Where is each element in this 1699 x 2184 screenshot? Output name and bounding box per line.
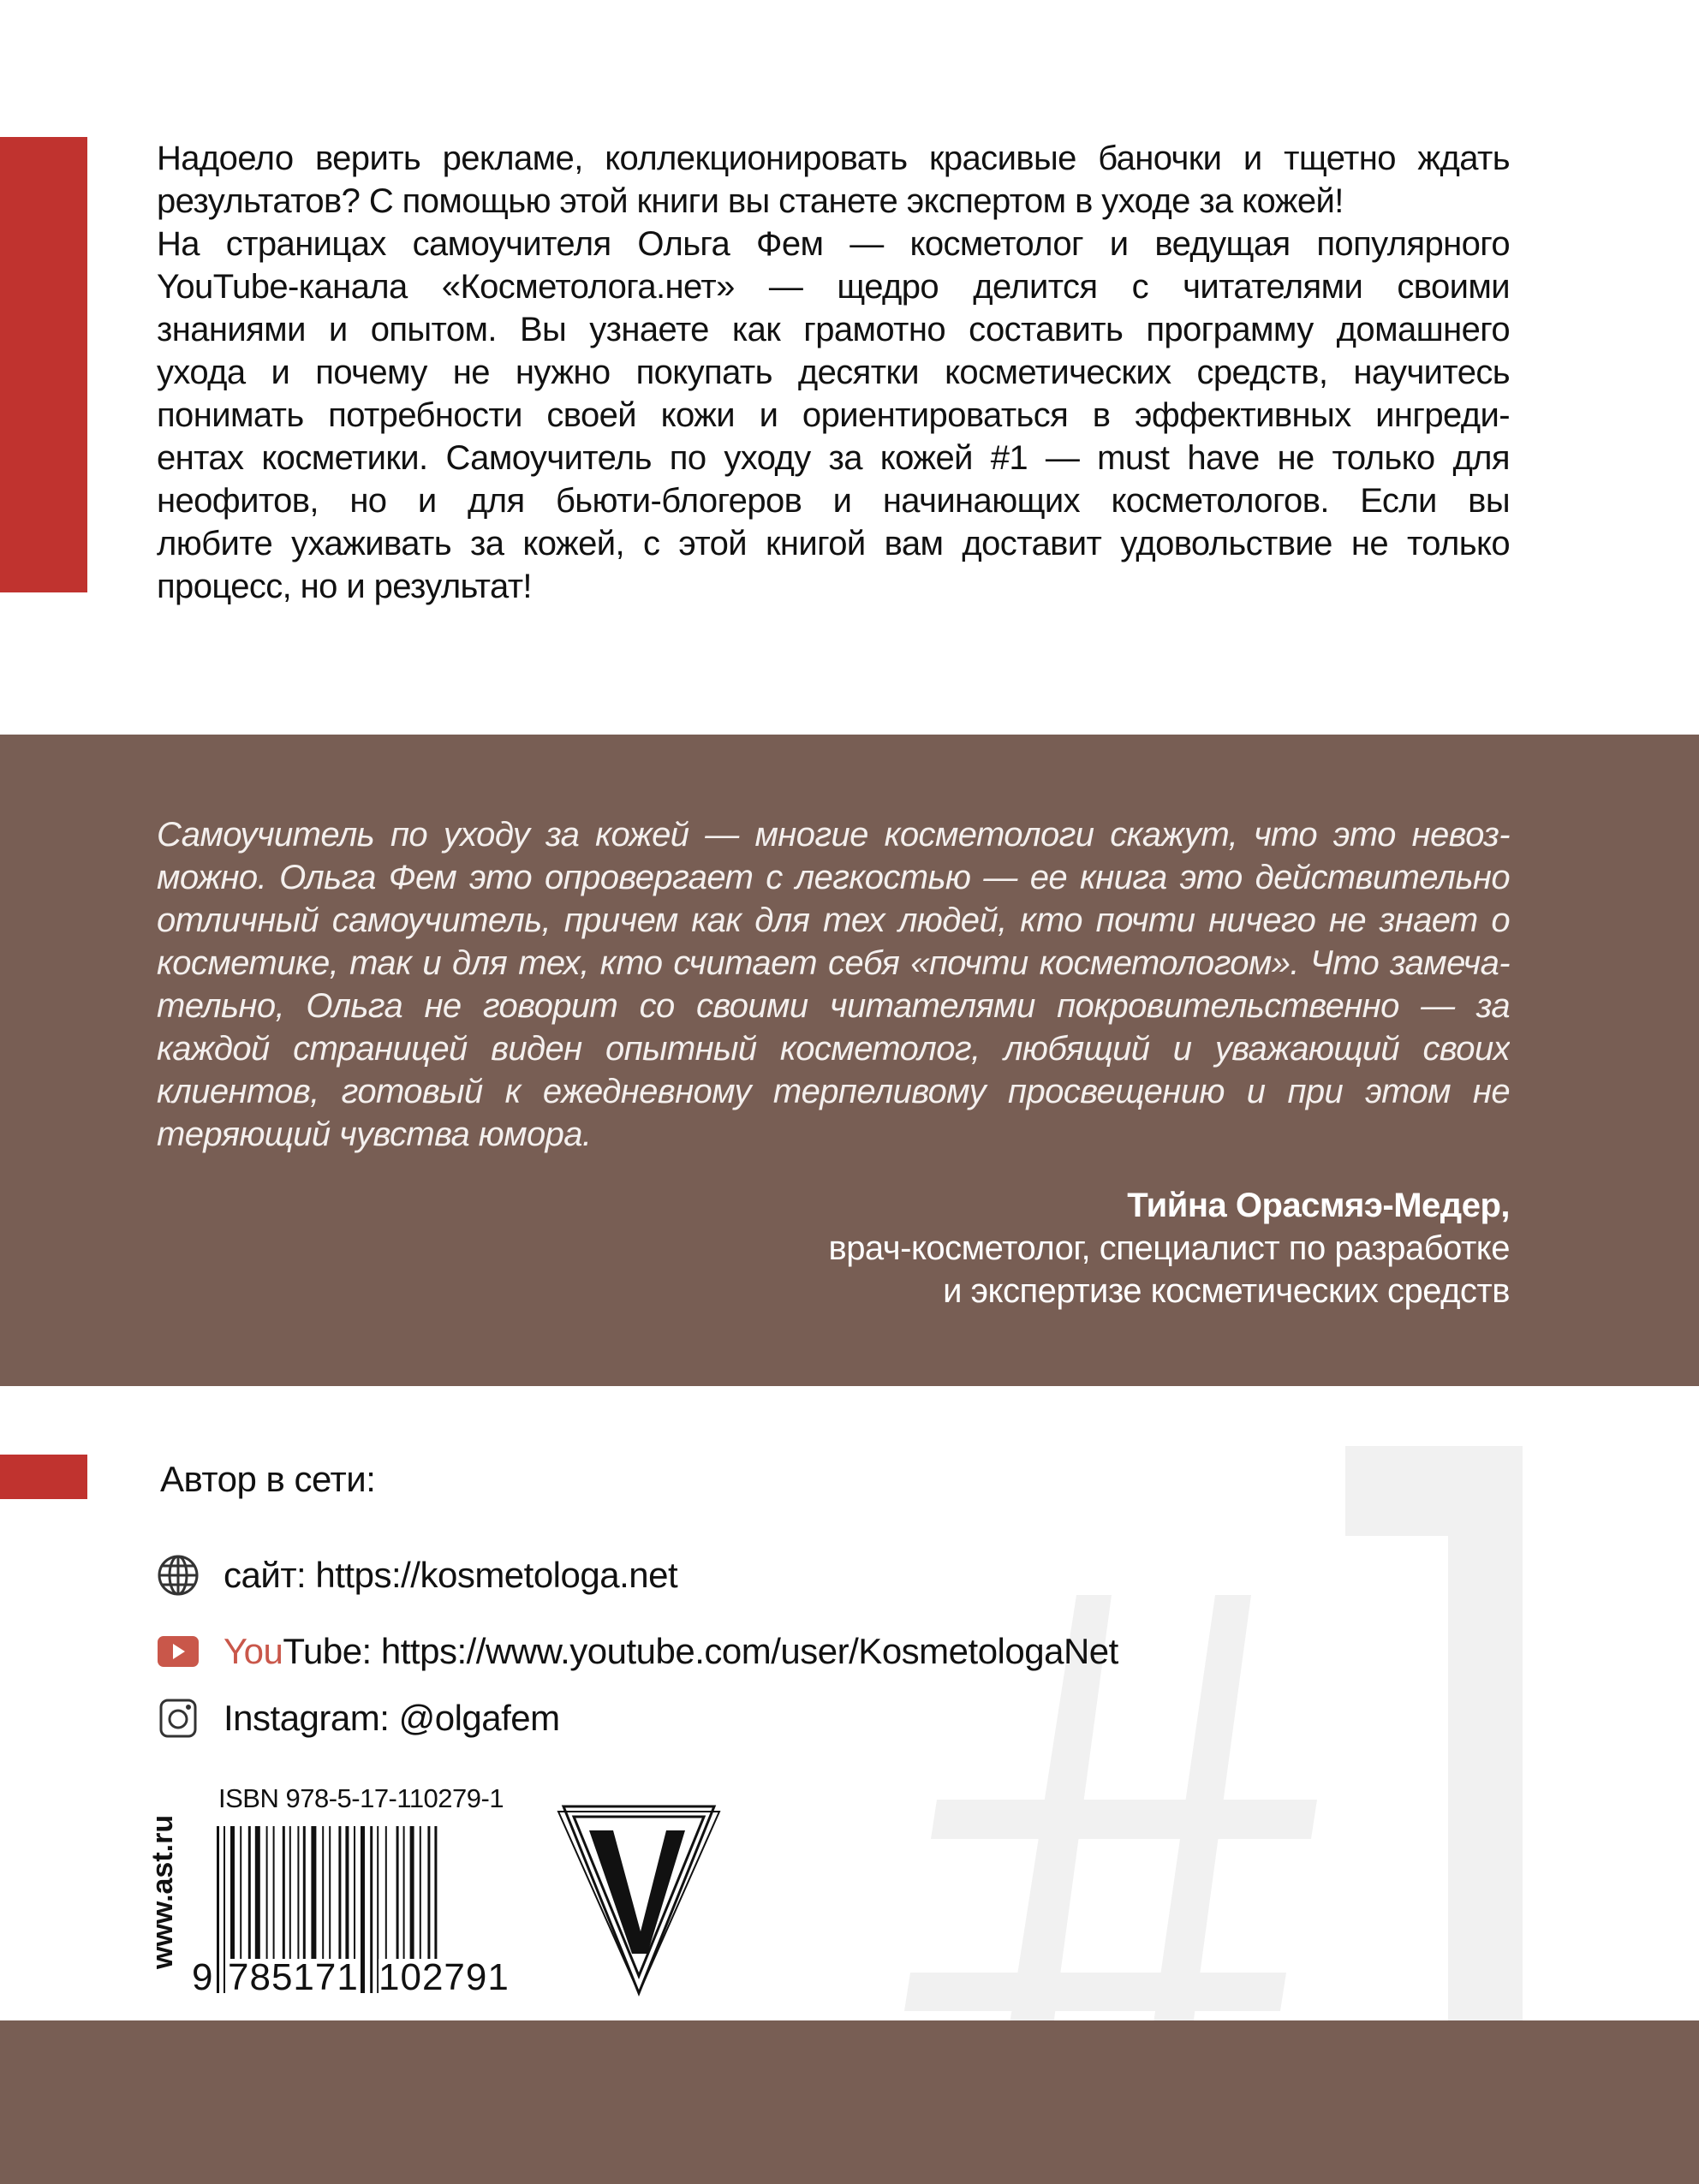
review-line: тельно, Ольга не говорит со своими читателями покровительственно — за — [157, 987, 1510, 1025]
description-line: любите ухаживать за кожей, с этой книгой вам доставит удовольствие не только — [157, 525, 1510, 562]
barcode-digits-right: 102791 — [379, 1956, 510, 1998]
description-line: ухода и почему не нужно покупать десятки косметических средств, научитесь — [157, 354, 1510, 391]
barcode-digit-first: 9 — [192, 1956, 213, 1998]
review-line: клиентов, готовый к ежедневному терпеливому просвещению и при этом не — [157, 1073, 1510, 1110]
barcode-bar — [224, 1826, 225, 1993]
barcode-bar — [370, 1826, 373, 1993]
instagram-link[interactable]: Instagram: @olgafem — [224, 1698, 560, 1738]
review-quote — [157, 813, 1510, 1156]
bottom-band — [0, 2020, 1699, 2184]
isbn-label: ISBN 978-5-17-110279-1 — [218, 1783, 504, 1813]
youtube-rest-text: Tube: https://www.youtube.com/user/KosmetologaNet — [283, 1631, 1118, 1671]
description-line: понимать потребности своей кожи и ориентироваться в эффективных ингреди- — [157, 396, 1510, 434]
review-line: Самоучитель по уходу за кожей — многие косметологи скажут, что это невоз- — [157, 816, 1510, 854]
review-line: каждой страницей виден опытный косметолог, любящий и уважающий своих — [157, 1030, 1510, 1068]
contact-instagram[interactable] — [156, 1696, 560, 1741]
globe-icon — [156, 1553, 200, 1598]
accent-bar-bottom — [0, 1455, 87, 1499]
contacts-heading: Автор в сети: — [160, 1459, 376, 1499]
description-line: ентах косметики. Самоучитель по уходу за кожей #1 — must have не только для — [157, 439, 1510, 477]
description-line: неофитов, но и для бьюти-блогеров и начинающих косметологов. Если вы — [157, 482, 1510, 520]
site-link[interactable]: сайт: https://kosmetologa.net — [224, 1555, 678, 1595]
review-line: отличный самоучитель, причем как для тех людей, кто почти ничего не знает о — [157, 902, 1510, 939]
review-author-name: Тийна Орасмяэ-Медер, — [1127, 1187, 1510, 1224]
barcode-digits-left: 785171 — [228, 1956, 359, 1998]
review-line: можно. Ольга Фем это опровергает с легкостью — ее книга это действительно — [157, 859, 1510, 896]
review-author-title: врач-косметолог, специалист по разработке — [828, 1229, 1510, 1267]
youtube-icon — [156, 1629, 200, 1674]
youtube-you-text: You — [224, 1631, 283, 1671]
description-line: Надоело верить рекламе, коллекционировать красивые баночки и тщетно ждать — [157, 140, 1510, 177]
review-author-title: и экспертизе косметических средств — [943, 1272, 1510, 1310]
review-line: косметике, так и для тех, кто считает себя «почти косметологом». Что замеча- — [157, 944, 1510, 982]
description-line: YouTube-канала «Косметолога.нет» — щедро делится с читателями своими — [157, 268, 1510, 306]
contact-site[interactable] — [156, 1553, 677, 1598]
review-line: теряющий чувства юмора. — [157, 1116, 592, 1153]
review-author — [828, 1184, 1510, 1312]
description-line: На страницах самоучителя Ольга Фем — косметолог и ведущая популярного — [157, 225, 1510, 263]
book-description — [157, 137, 1510, 608]
publisher-site[interactable]: www.ast.ru — [146, 1814, 179, 1969]
publisher-logo — [557, 1798, 721, 1997]
barcode-bar — [217, 1826, 219, 1993]
barcode-bar — [361, 1826, 365, 1993]
description-line: процесс, но и результат! — [157, 568, 532, 605]
description-line: знаниями и опытом. Вы узнаете как грамотно составить программу домашнего — [157, 311, 1510, 348]
description-line: результатов? С помощью этой книги вы станете экспертом в уходе за кожей! — [157, 182, 1344, 220]
youtube-link[interactable] — [224, 1630, 1118, 1673]
instagram-icon — [156, 1696, 200, 1741]
accent-bar-top — [0, 137, 87, 592]
contact-youtube[interactable] — [156, 1629, 1118, 1674]
